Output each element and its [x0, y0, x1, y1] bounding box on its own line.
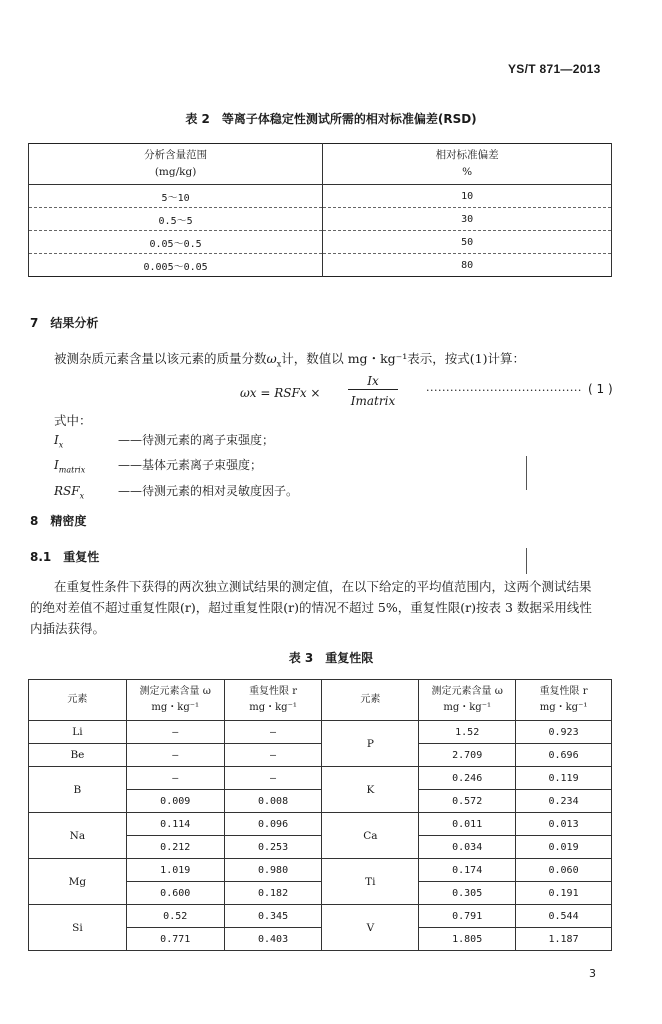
- table2-col1-label: 分析含量范围: [144, 149, 208, 161]
- table-row: [29, 254, 612, 277]
- limit-cell: 0.253: [224, 836, 322, 859]
- table-row: [29, 721, 612, 744]
- def-symbol: RSF: [54, 483, 80, 498]
- table2: [28, 143, 612, 277]
- def-symbol: I: [54, 433, 59, 447]
- para-line: 的绝对差值不超过重复性限(r)，超过重复性限(r)的情况不超过 5%，重复性限(r)按表 3 数据采用线性: [30, 600, 592, 615]
- content-cell: 0.246: [419, 767, 516, 790]
- table2-caption: 表 2 等离子体稳定性测试所需的相对标准偏差(RSD): [185, 112, 477, 126]
- element-cell: Be: [29, 744, 127, 767]
- section81-title: 8.1 重复性: [30, 550, 100, 564]
- table3-caption: 表 3 重复性限: [288, 651, 374, 665]
- limit-cell: 0.013: [516, 813, 612, 836]
- th-content-right: [419, 680, 516, 721]
- definition-ix: [54, 430, 298, 455]
- element-cell: B: [29, 767, 127, 813]
- limit-cell: 0.119: [516, 767, 612, 790]
- limit-cell: 0.191: [516, 882, 612, 905]
- rsd-cell: 80: [323, 254, 612, 277]
- th-label: 测定元素含量 ω: [431, 686, 503, 697]
- content-cell: 0.034: [419, 836, 516, 859]
- th-unit: mg・kg⁻¹: [443, 702, 491, 713]
- formula-denominator: Imatrix: [350, 394, 396, 408]
- table-row: [29, 813, 612, 836]
- limit-cell: 0.182: [224, 882, 322, 905]
- content-cell: 1.52: [419, 721, 516, 744]
- th-unit: mg・kg⁻¹: [539, 702, 588, 713]
- range-cell: 0.05～0.5: [29, 231, 323, 254]
- section7-title: 7 结果分析: [30, 316, 99, 330]
- content-cell: 0.305: [419, 882, 516, 905]
- table2-col1-header: [29, 144, 323, 185]
- def-symbol: I: [54, 458, 59, 473]
- range-cell: 5～10: [29, 185, 323, 208]
- scan-mark: [526, 548, 527, 574]
- content-cell: 0.600: [126, 882, 224, 905]
- table-row: [29, 744, 612, 767]
- section8-title: 8 精密度: [30, 514, 87, 528]
- where-label: 式中：: [54, 413, 92, 428]
- content-cell: 0.009: [126, 790, 224, 813]
- table-row: [29, 185, 612, 208]
- definitions-list: [54, 430, 298, 506]
- element-cell: Li: [29, 721, 127, 744]
- rsd-cell: 10: [323, 185, 612, 208]
- def-desc: ——基体元素离子束强度；: [118, 458, 263, 473]
- th-label: 重复性限 r: [249, 686, 298, 697]
- content-cell: 0.212: [126, 836, 224, 859]
- definition-rsfx: [54, 481, 298, 506]
- scan-mark: [526, 456, 527, 490]
- range-cell: 0.005～0.05: [29, 254, 323, 277]
- formula-number: ( 1 ): [588, 382, 613, 396]
- content-cell: 0.52: [126, 905, 224, 928]
- element-cell: Ti: [322, 859, 419, 905]
- th-unit: mg・kg⁻¹: [151, 702, 200, 713]
- limit-cell: —: [224, 767, 322, 790]
- th-label: 重复性限 r: [539, 686, 588, 697]
- content-cell: 0.174: [419, 859, 516, 882]
- table-row: [29, 208, 612, 231]
- formula-leader: ·······································: [426, 384, 582, 397]
- th-content-left: [126, 680, 224, 721]
- limit-cell: 0.923: [516, 721, 612, 744]
- table-row: [29, 859, 612, 882]
- table-row: [29, 231, 612, 254]
- content-cell: 0.572: [419, 790, 516, 813]
- content-cell: 0.011: [419, 813, 516, 836]
- content-cell: 1.805: [419, 928, 516, 951]
- para-before: 被测杂质元素含量以该元素的质量分数: [54, 351, 267, 366]
- content-cell: 2.709: [419, 744, 516, 767]
- element-cell: Mg: [29, 859, 127, 905]
- omega-symbol: ω: [266, 351, 277, 366]
- para-line: 在重复性条件下获得的两次独立测试结果的测定值，在以下给定的平均值范围内，这两个测试结果: [54, 579, 592, 594]
- table2-col2-header: [323, 144, 612, 185]
- para-after: 计，数值以 mg・kg⁻¹表示，按式(1)计算：: [281, 351, 525, 366]
- limit-cell: 0.008: [224, 790, 322, 813]
- limit-cell: 0.019: [516, 836, 612, 859]
- def-desc: ——待测元素的离子束强度；: [118, 433, 275, 447]
- def-desc: ——待测元素的相对灵敏度因子。: [118, 483, 299, 498]
- section7-paragraph: [54, 348, 614, 375]
- limit-cell: —: [224, 721, 322, 744]
- element-cell: Na: [29, 813, 127, 859]
- limit-cell: 0.980: [224, 859, 322, 882]
- para-line: 内插法获得。: [30, 621, 106, 636]
- omega-sub: x: [276, 359, 282, 369]
- element-cell: Ca: [322, 813, 419, 859]
- table-row: [29, 905, 612, 928]
- th-unit: mg・kg⁻¹: [249, 702, 297, 713]
- limit-cell: 0.096: [224, 813, 322, 836]
- table-row: [29, 767, 612, 790]
- limit-cell: 0.060: [516, 859, 612, 882]
- table2-col2-unit: %: [462, 166, 473, 178]
- th-label: 测定元素含量 ω: [139, 686, 211, 697]
- content-cell: 0.791: [419, 905, 516, 928]
- definition-imatrix: [54, 455, 298, 480]
- table3: [28, 679, 612, 951]
- limit-cell: 0.403: [224, 928, 322, 951]
- table2-col1-unit: (mg/kg): [154, 166, 197, 178]
- limit-cell: 0.234: [516, 790, 612, 813]
- rsd-cell: 50: [323, 231, 612, 254]
- limit-cell: 0.345: [224, 905, 322, 928]
- rsd-cell: 30: [323, 208, 612, 231]
- def-sub: x: [79, 491, 85, 501]
- th-element-right: 元素: [322, 680, 419, 721]
- limit-cell: 1.187: [516, 928, 612, 951]
- limit-cell: —: [224, 744, 322, 767]
- element-cell: K: [322, 767, 419, 813]
- range-cell: 0.5～5: [29, 208, 323, 231]
- content-cell: 1.019: [126, 859, 224, 882]
- th-limit-left: [224, 680, 322, 721]
- content-cell: —: [126, 744, 224, 767]
- element-cell: Si: [29, 905, 127, 951]
- section81-paragraph: [30, 576, 620, 639]
- content-cell: —: [126, 721, 224, 744]
- element-cell: P: [322, 721, 419, 767]
- standard-number: YS/T 871—2013: [508, 62, 601, 76]
- content-cell: 0.771: [126, 928, 224, 951]
- limit-cell: 0.696: [516, 744, 612, 767]
- formula-numerator: Ix: [348, 374, 398, 390]
- th-limit-right: [516, 680, 612, 721]
- limit-cell: 0.544: [516, 905, 612, 928]
- def-sub: matrix: [58, 465, 86, 475]
- content-cell: 0.114: [126, 813, 224, 836]
- th-element-left: 元素: [29, 680, 127, 721]
- table2-col2-label: 相对标准偏差: [435, 149, 499, 161]
- def-sub: x: [58, 440, 64, 450]
- page-number: 3: [589, 967, 596, 980]
- content-cell: —: [126, 767, 224, 790]
- formula-lhs: ωx = RSFx ×: [240, 386, 321, 400]
- element-cell: V: [322, 905, 419, 951]
